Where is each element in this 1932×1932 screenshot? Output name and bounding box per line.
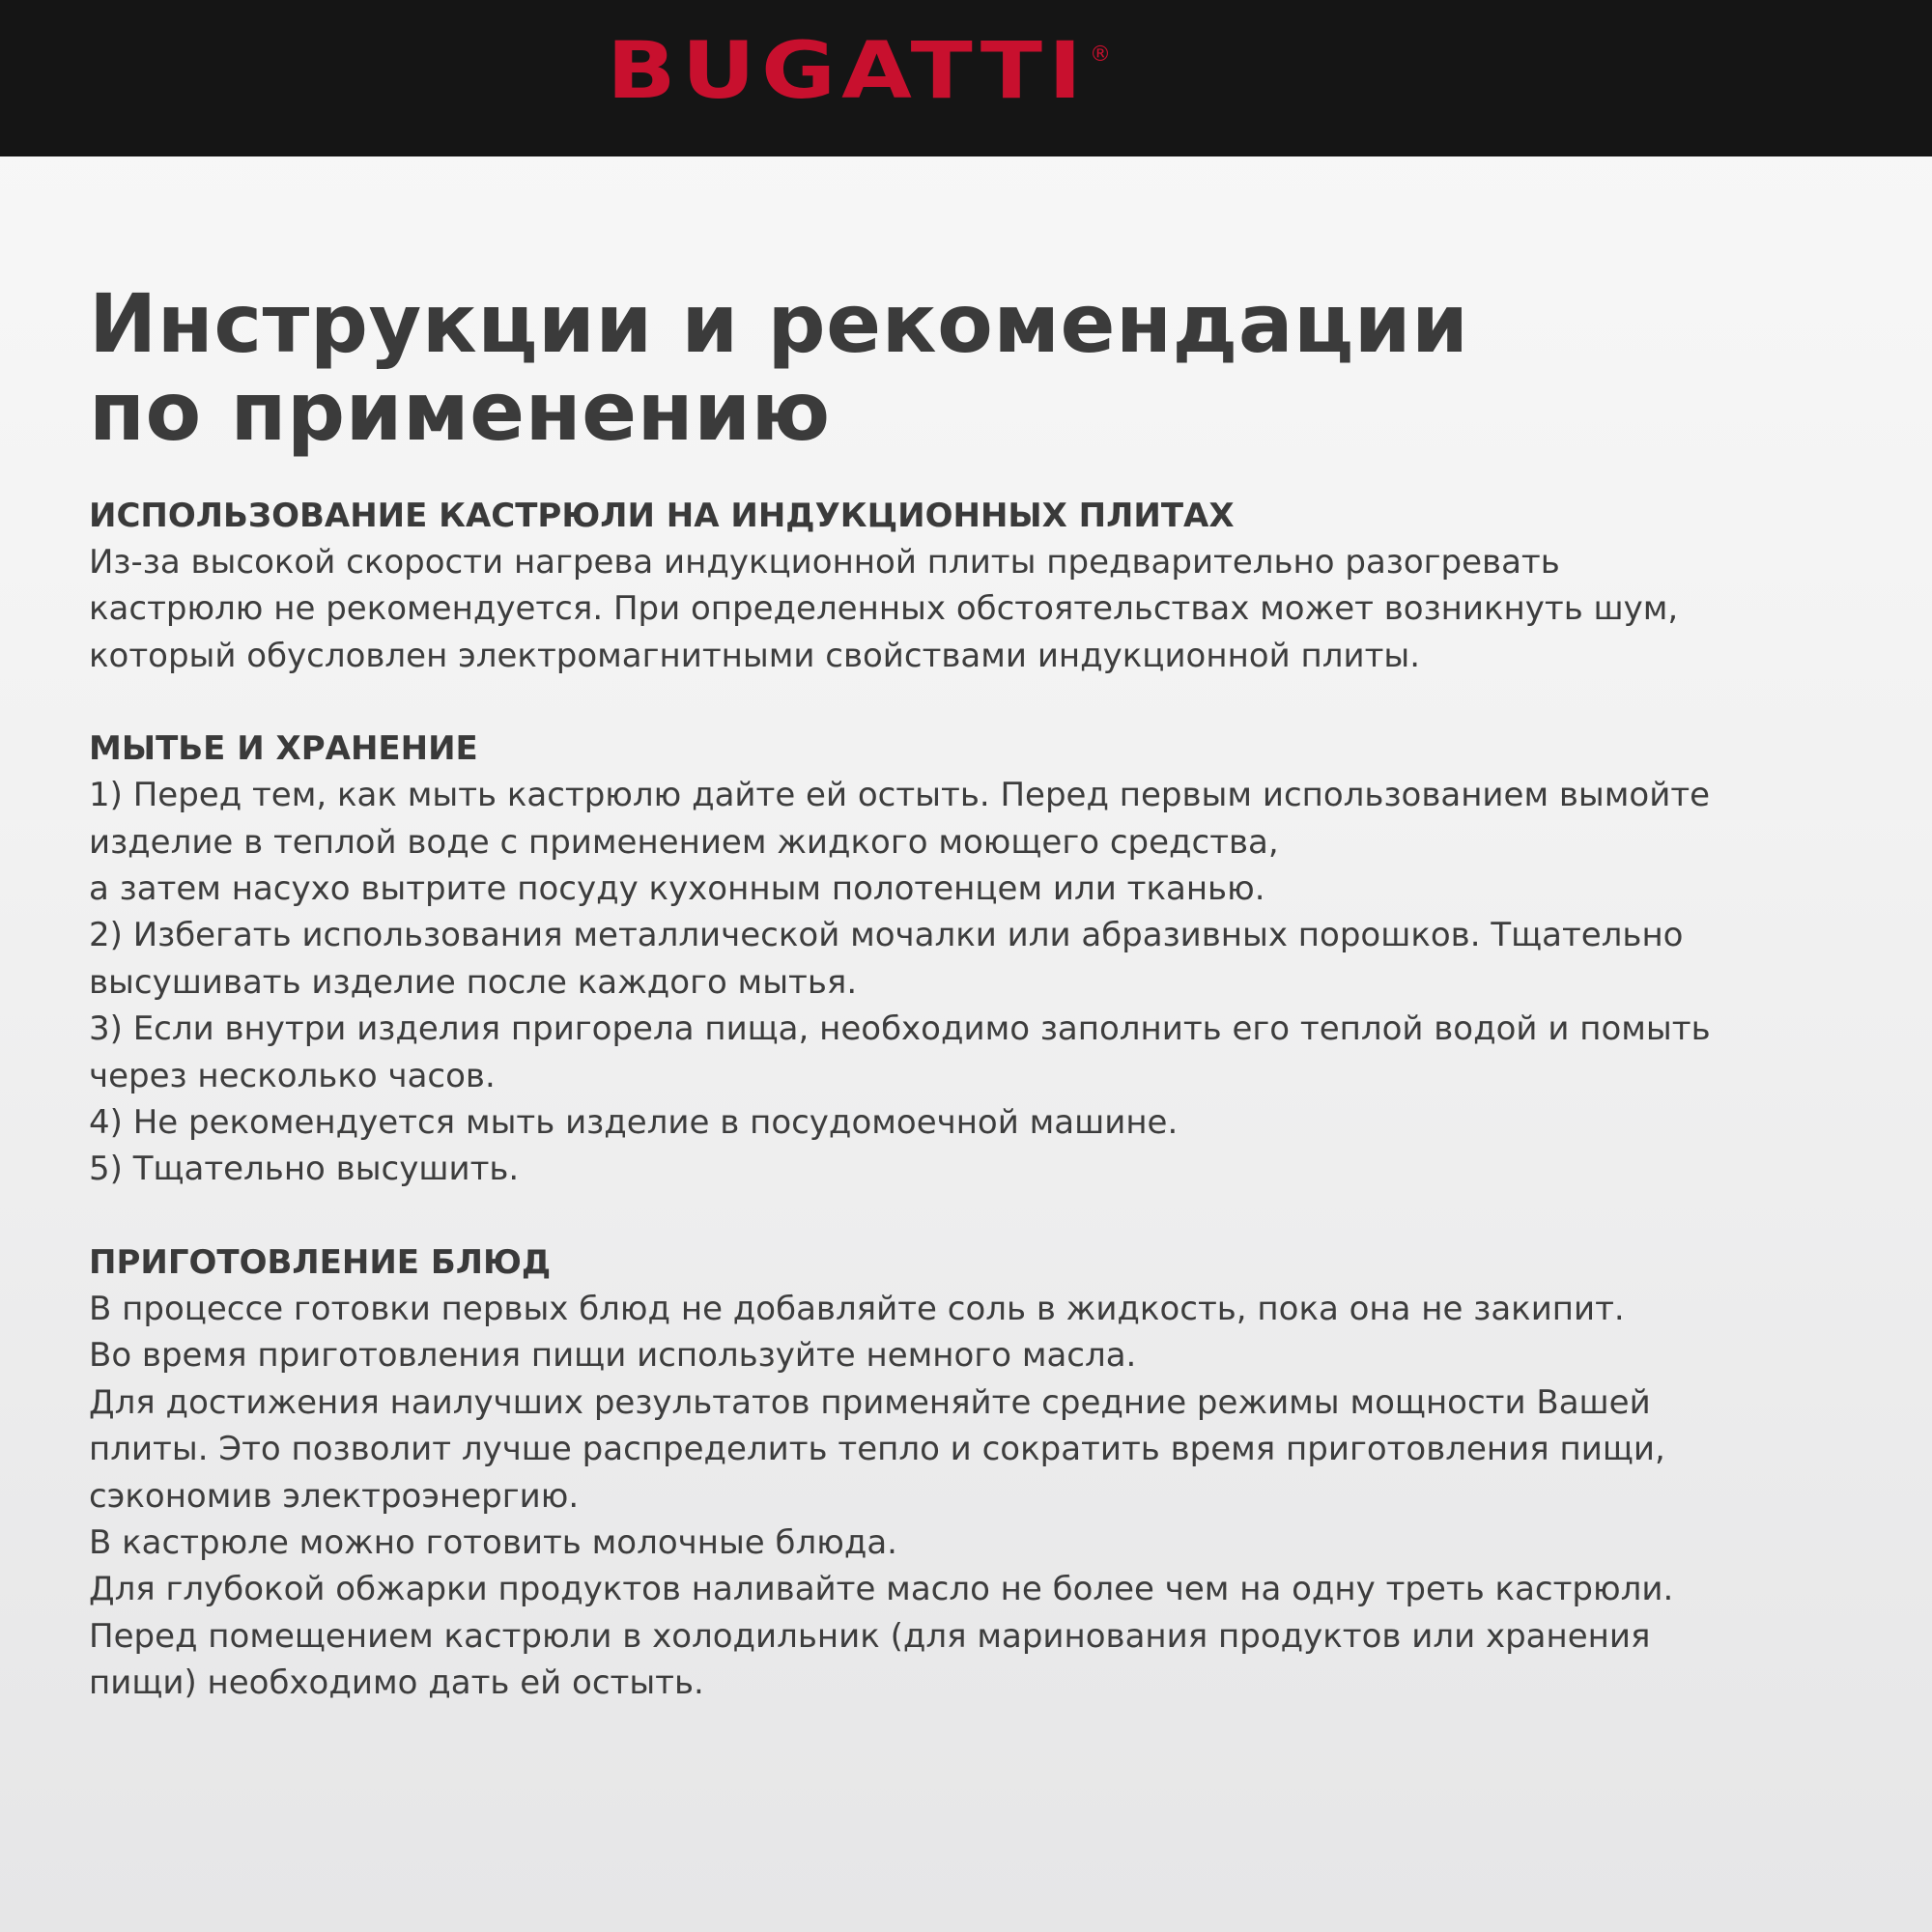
page-title-line: по применению [89,364,831,459]
page-title-line: Инструкции и рекомендации [89,276,1469,371]
text-line: 4) Не рекомендуется мыть изделие в посудомоечной машине. [89,1103,1179,1143]
text-line: сэкономив электроэнергию. [89,1476,580,1516]
text-line: изделие в теплой воде с применением жидкого моющего средства, [89,822,1279,862]
section-washing-storage [89,725,1886,1193]
text-line: высушивать изделие после каждого мытья. [89,962,858,1002]
brand-header [0,0,1932,156]
text-line: Из-за высокой скорости нагрева индукционной плиты предварительно разогревать [89,543,1560,582]
section-heading: ИСПОЛЬЗОВАНИЕ КАСТРЮЛИ НА ИНДУКЦИОННЫХ ПЛИТАХ [89,497,1235,535]
text-line: 5) Тщательно высушить. [89,1150,520,1189]
text-line: пищи) необходимо дать ей остыть. [89,1663,704,1703]
text-line: Перед помещением кастрюли в холодильник (для маринования продуктов или хранения [89,1616,1651,1656]
text-line: Для глубокой обжарки продуктов наливайте масло не более чем на одну треть кастрюли. [89,1570,1674,1609]
text-line: Во время приготовления пищи используйте немного масла. [89,1336,1137,1376]
text-line: кастрюлю не рекомендуется. При определенных обстоятельствах может возникнуть шум, [89,589,1679,629]
text-line: В кастрюле можно готовить молочные блюда. [89,1522,897,1562]
text-line: который обусловлен электромагнитными свойствами индукционной плиты. [89,636,1421,675]
registered-mark: ® [1089,43,1111,67]
text-line: 3) Если внутри изделия пригорела пища, необходимо заполнить его теплой водой и помыть [89,1009,1711,1049]
text-line: 2) Избегать использования металлической мочалки или абразивных порошков. Тщательно [89,916,1684,955]
text-line: 1) Перед тем, как мыть кастрюлю дайте ей остыть. Перед первым использованием вымойте [89,776,1711,815]
logo-wordmark: BUGATTI [607,26,1088,117]
page-title [89,276,1886,459]
section-induction [89,493,1886,679]
bugatti-logo [607,26,1111,117]
section-heading: МЫТЬЕ И ХРАНЕНИЕ [89,729,478,769]
text-line: В процессе готовки первых блюд не добавляйте соль в жидкость, пока она не закипит. [89,1289,1625,1328]
text-line: Для достижения наилучших результатов применяйте средние режимы мощности Вашей [89,1382,1651,1422]
section-heading: ПРИГОТОВЛЕНИЕ БЛЮД [89,1242,552,1282]
text-line: через несколько часов. [89,1056,496,1095]
text-line: а затем насухо вытрите посуду кухонным полотенцем или тканью. [89,869,1265,909]
text-line: плиты. Это позволит лучше распределить тепло и сократить время приготовления пищи, [89,1430,1665,1469]
section-cooking [89,1239,1886,1707]
instructions-content [89,276,1886,1707]
